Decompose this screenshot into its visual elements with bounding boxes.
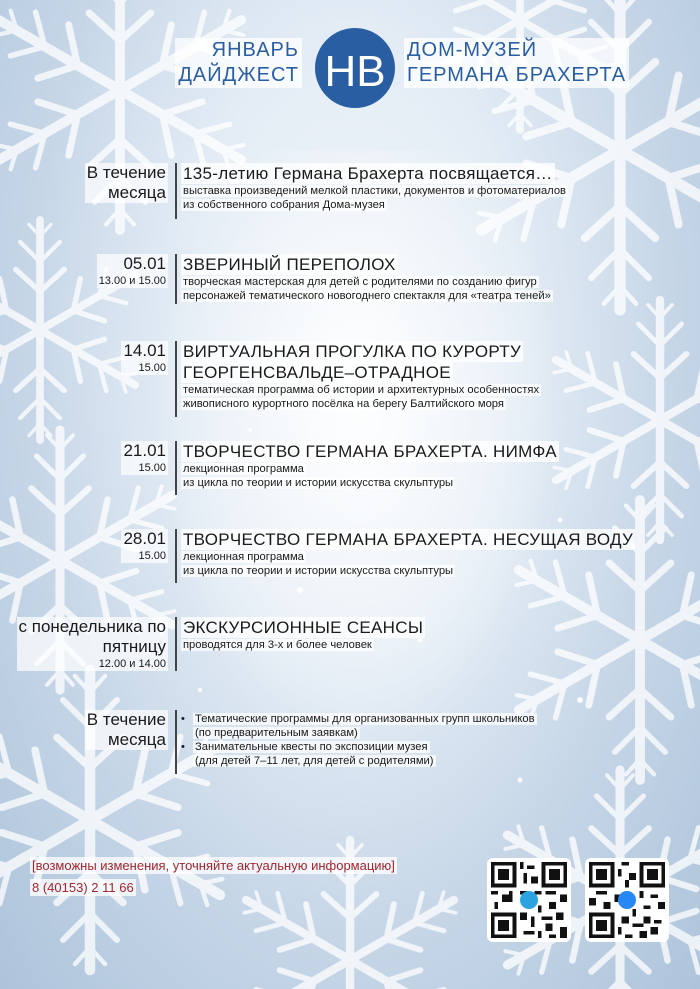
event-desc-line: тематическая программа об истории и архитектурных особенностях xyxy=(183,384,540,396)
event-desc-line: персонажей тематического новогоднего спектакля для «театра теней» xyxy=(183,290,551,302)
programs-date: В течение месяца xyxy=(86,710,166,749)
event-desc-line: из собственного собрания Дома-музея xyxy=(183,199,385,211)
event-title: ЗВЕРИНЫЙ ПЕРЕПОЛОХ xyxy=(183,255,396,274)
header-digest: ДАЙДЖЕСТ xyxy=(175,63,302,88)
event-time: 15.00 xyxy=(121,361,168,375)
divider xyxy=(175,254,177,304)
event-content xyxy=(181,163,661,212)
telegram-qr-code[interactable] xyxy=(487,858,571,942)
header-museum-name: ГЕРМАНА БРАХЕРТА xyxy=(404,63,629,88)
event-desc-line: из цикла по теории и истории искусства скульптуры xyxy=(183,477,454,489)
header-left xyxy=(175,38,302,88)
event-date: 05.01 13.00 и 15.00 xyxy=(98,254,166,287)
event-time: 13.00 и 15.00 xyxy=(98,275,166,287)
programs-list xyxy=(181,712,661,768)
event-content xyxy=(181,617,661,652)
vk-icon xyxy=(618,891,636,909)
phone-number: 8 (40153) 2 11 66 xyxy=(32,880,134,895)
divider xyxy=(175,529,177,583)
footer-info xyxy=(30,857,397,896)
event-date: с понедельника по пятницу 12.00 и 14.00 xyxy=(18,617,166,670)
event-desc-line: лекционная программа xyxy=(183,463,304,475)
event-title-line2: ГЕОРГЕНСВАЛЬДЕ–ОТРАДНОЕ xyxy=(183,363,451,382)
event-desc-line: лекционная программа xyxy=(183,551,304,563)
event-title: ЭКСКУРСИОННЫЕ СЕАНСЫ xyxy=(183,618,424,637)
event-title: ТВОРЧЕСТВО ГЕРМАНА БРАХЕРТА. НИМФА xyxy=(183,442,557,461)
event-date: 21.01 15.00 xyxy=(123,441,166,474)
event-time: 12.00 и 14.00 xyxy=(17,657,168,671)
event-content xyxy=(181,441,661,490)
event-date: 28.01 15.00 xyxy=(123,529,166,562)
event-date: В течение месяца xyxy=(86,163,166,202)
program-item: • Тематические программы для организованных групп школьников xyxy=(181,712,661,726)
event-time: 15.00 xyxy=(121,461,168,475)
event-title: 135-летию Германа Брахерта посвящается… xyxy=(183,164,553,183)
logo-monogram xyxy=(315,28,395,108)
event-content xyxy=(181,529,661,578)
divider xyxy=(175,710,177,774)
program-item-note: (по предварительным заявкам) xyxy=(195,727,358,739)
museum-logo xyxy=(315,28,395,108)
event-time: 15.00 xyxy=(121,549,168,563)
header-month: ЯНВАРЬ xyxy=(175,38,302,63)
event-desc-line: творческая мастерская для детей с родителями по созданию фигур xyxy=(183,276,537,288)
divider xyxy=(175,163,177,219)
vk-qr-code[interactable] xyxy=(585,858,669,942)
event-desc-line: живописного курортного посёлка на берегу Балтийского моря xyxy=(183,398,504,410)
changes-notice: [возможны изменения, уточняйте актуальную информацию] xyxy=(32,858,395,873)
svg-text:НВ: НВ xyxy=(324,47,386,96)
program-item-note: (для детей 7–11 лет, для детей с родителями) xyxy=(195,755,434,767)
event-desc-line: выставка произведений мелкой пластики, документов и фотоматериалов xyxy=(183,185,566,197)
header-museum: ДОМ-МУЗЕЙ xyxy=(404,38,629,63)
event-desc-line: из цикла по теории и истории искусства скульптуры xyxy=(183,565,454,577)
divider xyxy=(175,441,177,495)
event-desc-line: проводятся для 3-х и более человек xyxy=(183,639,372,651)
divider xyxy=(175,341,177,417)
header-right xyxy=(404,38,629,88)
telegram-icon xyxy=(520,891,538,909)
divider xyxy=(175,617,177,671)
event-date: 14.01 15.00 xyxy=(123,341,166,374)
program-item: • Занимательные квесты по экспозиции музея xyxy=(181,740,661,754)
event-title: ВИРТУАЛЬНАЯ ПРОГУЛКА ПО КУРОРТУ xyxy=(183,342,522,361)
event-title: ТВОРЧЕСТВО ГЕРМАНА БРАХЕРТА. НЕСУЩАЯ ВОДУ xyxy=(183,530,634,549)
event-content xyxy=(181,254,661,303)
event-content xyxy=(181,341,661,411)
